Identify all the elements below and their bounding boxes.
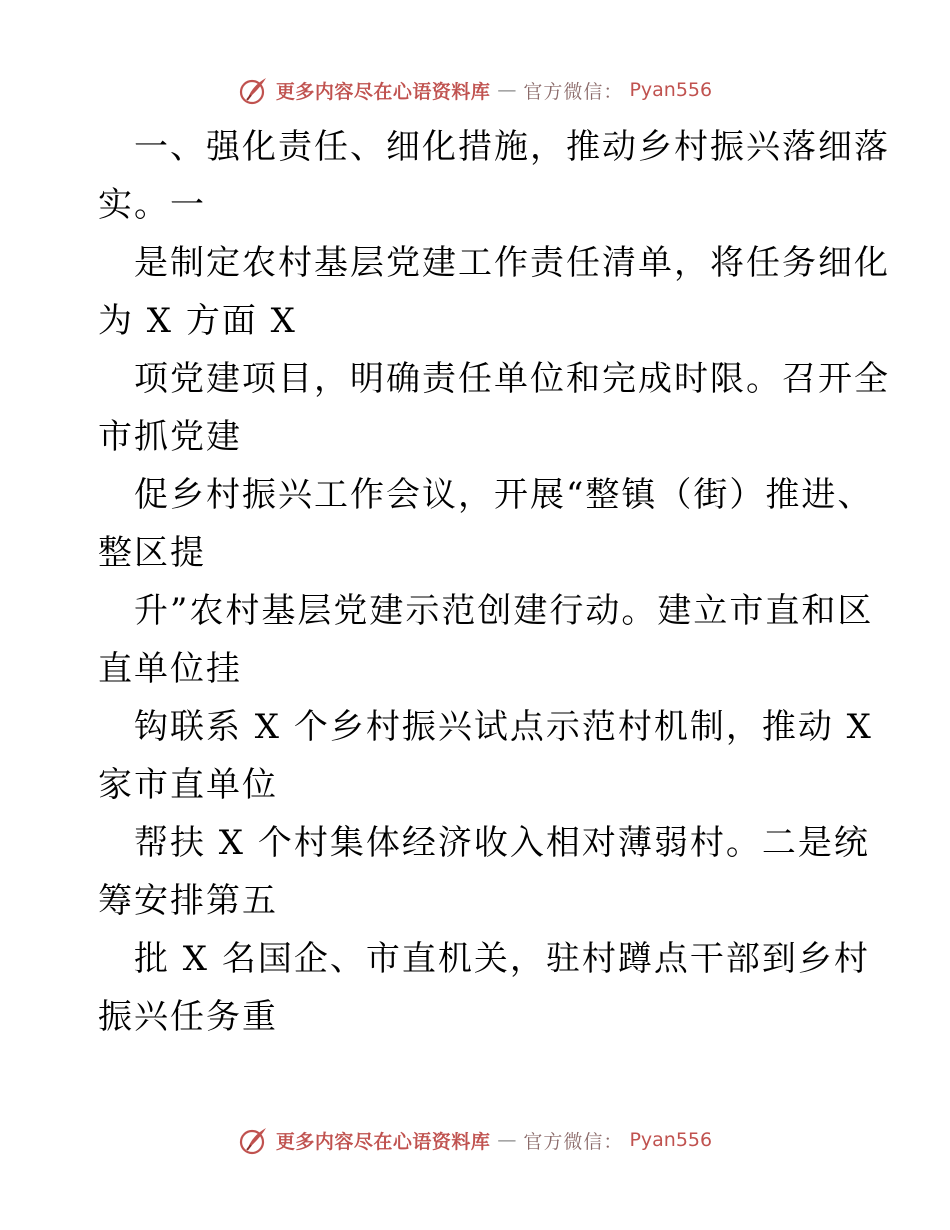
body-line-13: 帮扶 X 个村集体经济收入相对薄弱村。二是统 — [134, 823, 870, 863]
banner-dash: — — [497, 1129, 517, 1151]
body-line-6: 市抓党建 — [98, 417, 242, 457]
body-line-11: 钩联系 X 个乡村振兴试点示范村机制，推动 X — [134, 707, 873, 747]
feather-pen-logo-icon — [238, 74, 270, 106]
header-banner — [0, 70, 950, 110]
body-line-9: 升”农村基层党建示范创建行动。建立市直和区 — [134, 591, 874, 631]
banner-wechat-id: Pyan556 — [629, 1129, 713, 1151]
banner-wechat-label: 官方微信： — [523, 1130, 624, 1153]
banner-wechat-label: 官方微信： — [523, 80, 624, 103]
body-line-14: 筹安排第五 — [98, 881, 278, 921]
body-line-4: 为 X 方面 X — [98, 301, 297, 341]
body-line-3: 是制定农村基层党建工作责任清单，将任务细化 — [134, 243, 890, 283]
feather-pen-logo-icon — [238, 1124, 270, 1156]
banner-site-name: 更多内容尽在心语资料库 — [275, 80, 491, 103]
banner-site-name: 更多内容尽在心语资料库 — [275, 1130, 491, 1153]
banner-dash: — — [497, 79, 517, 101]
body-line-1: 一、强化责任、细化措施，推动乡村振兴落细落 — [134, 127, 890, 167]
footer-banner — [0, 1120, 950, 1160]
body-line-12: 家市直单位 — [98, 765, 278, 805]
body-line-15: 批 X 名国企、市直机关，驻村蹲点干部到乡村 — [134, 939, 870, 979]
body-line-2: 实。一 — [98, 185, 206, 225]
body-line-7: 促乡村振兴工作会议，开展“整镇（街）推进、 — [134, 475, 874, 515]
document-body — [98, 118, 890, 1046]
banner-wechat-id: Pyan556 — [629, 79, 713, 101]
body-line-16: 振兴任务重 — [98, 997, 278, 1037]
body-line-10: 直单位挂 — [98, 649, 242, 689]
body-line-8: 整区提 — [98, 533, 206, 573]
body-line-5: 项党建项目，明确责任单位和完成时限。召开全 — [134, 359, 890, 399]
